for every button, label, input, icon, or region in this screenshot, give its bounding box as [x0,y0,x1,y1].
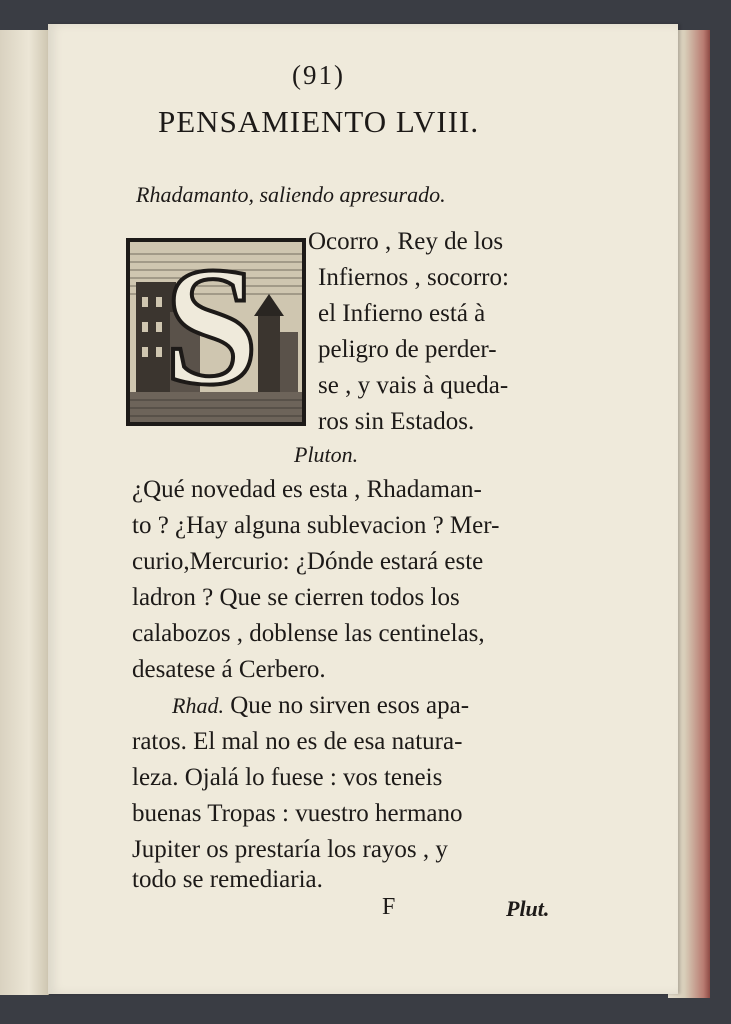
stage-direction: Rhadamanto, saliendo apresurado. [136,182,446,207]
pluton-line-3: curio,Mercurio: ¿Dónde estará este [132,548,484,575]
book-page [48,24,678,994]
rhad-line-6: todo se remediaria. [132,866,323,893]
rhad-line-2: ratos. El mal no es de esa natura- [132,728,463,755]
opening-line-2: Infiernos , socorro: [318,264,509,291]
opening-line-4: peligro de perder- [318,336,497,363]
rhad-line-1: Que no sirven esos apa- [230,692,470,719]
rhad-first-line [172,692,469,720]
speaker-rhad: Rhad. [172,693,224,718]
page-title: PENSAMIENTO LVIII. [158,104,480,139]
pluton-line-2: to ? ¿Hay alguna sublevacion ? Mer- [132,512,500,539]
signature-mark: F [382,894,396,920]
pluton-line-4: ladron ? Que se cierren todos los [132,584,460,611]
drop-cap-woodcut [126,232,306,426]
drop-cap-letter: S [164,232,259,420]
facing-page-edge [0,30,49,995]
rhad-line-5: Jupiter os prestaría los rayos , y [132,836,448,863]
pluton-line-6: desatese á Cerbero. [132,656,326,683]
opening-line-1: Ocorro , Rey de los [308,228,504,255]
opening-line-5: se , y vais à queda- [318,372,509,399]
opening-line-3: el Infierno está à [318,300,486,327]
pluton-line-1: ¿Qué novedad es esta , Rhadaman- [132,476,482,503]
page-number: (91) [292,60,345,90]
speaker-pluton: Pluton. [294,442,359,467]
rhad-line-4: buenas Tropas : vuestro hermano [132,800,463,827]
catchword: Plut. [506,896,550,921]
opening-line-6: ros sin Estados. [318,408,475,435]
rhad-line-3: leza. Ojalá lo fuese : vos teneis [132,764,443,791]
pluton-line-5: calabozos , doblense las centinelas, [132,620,485,647]
